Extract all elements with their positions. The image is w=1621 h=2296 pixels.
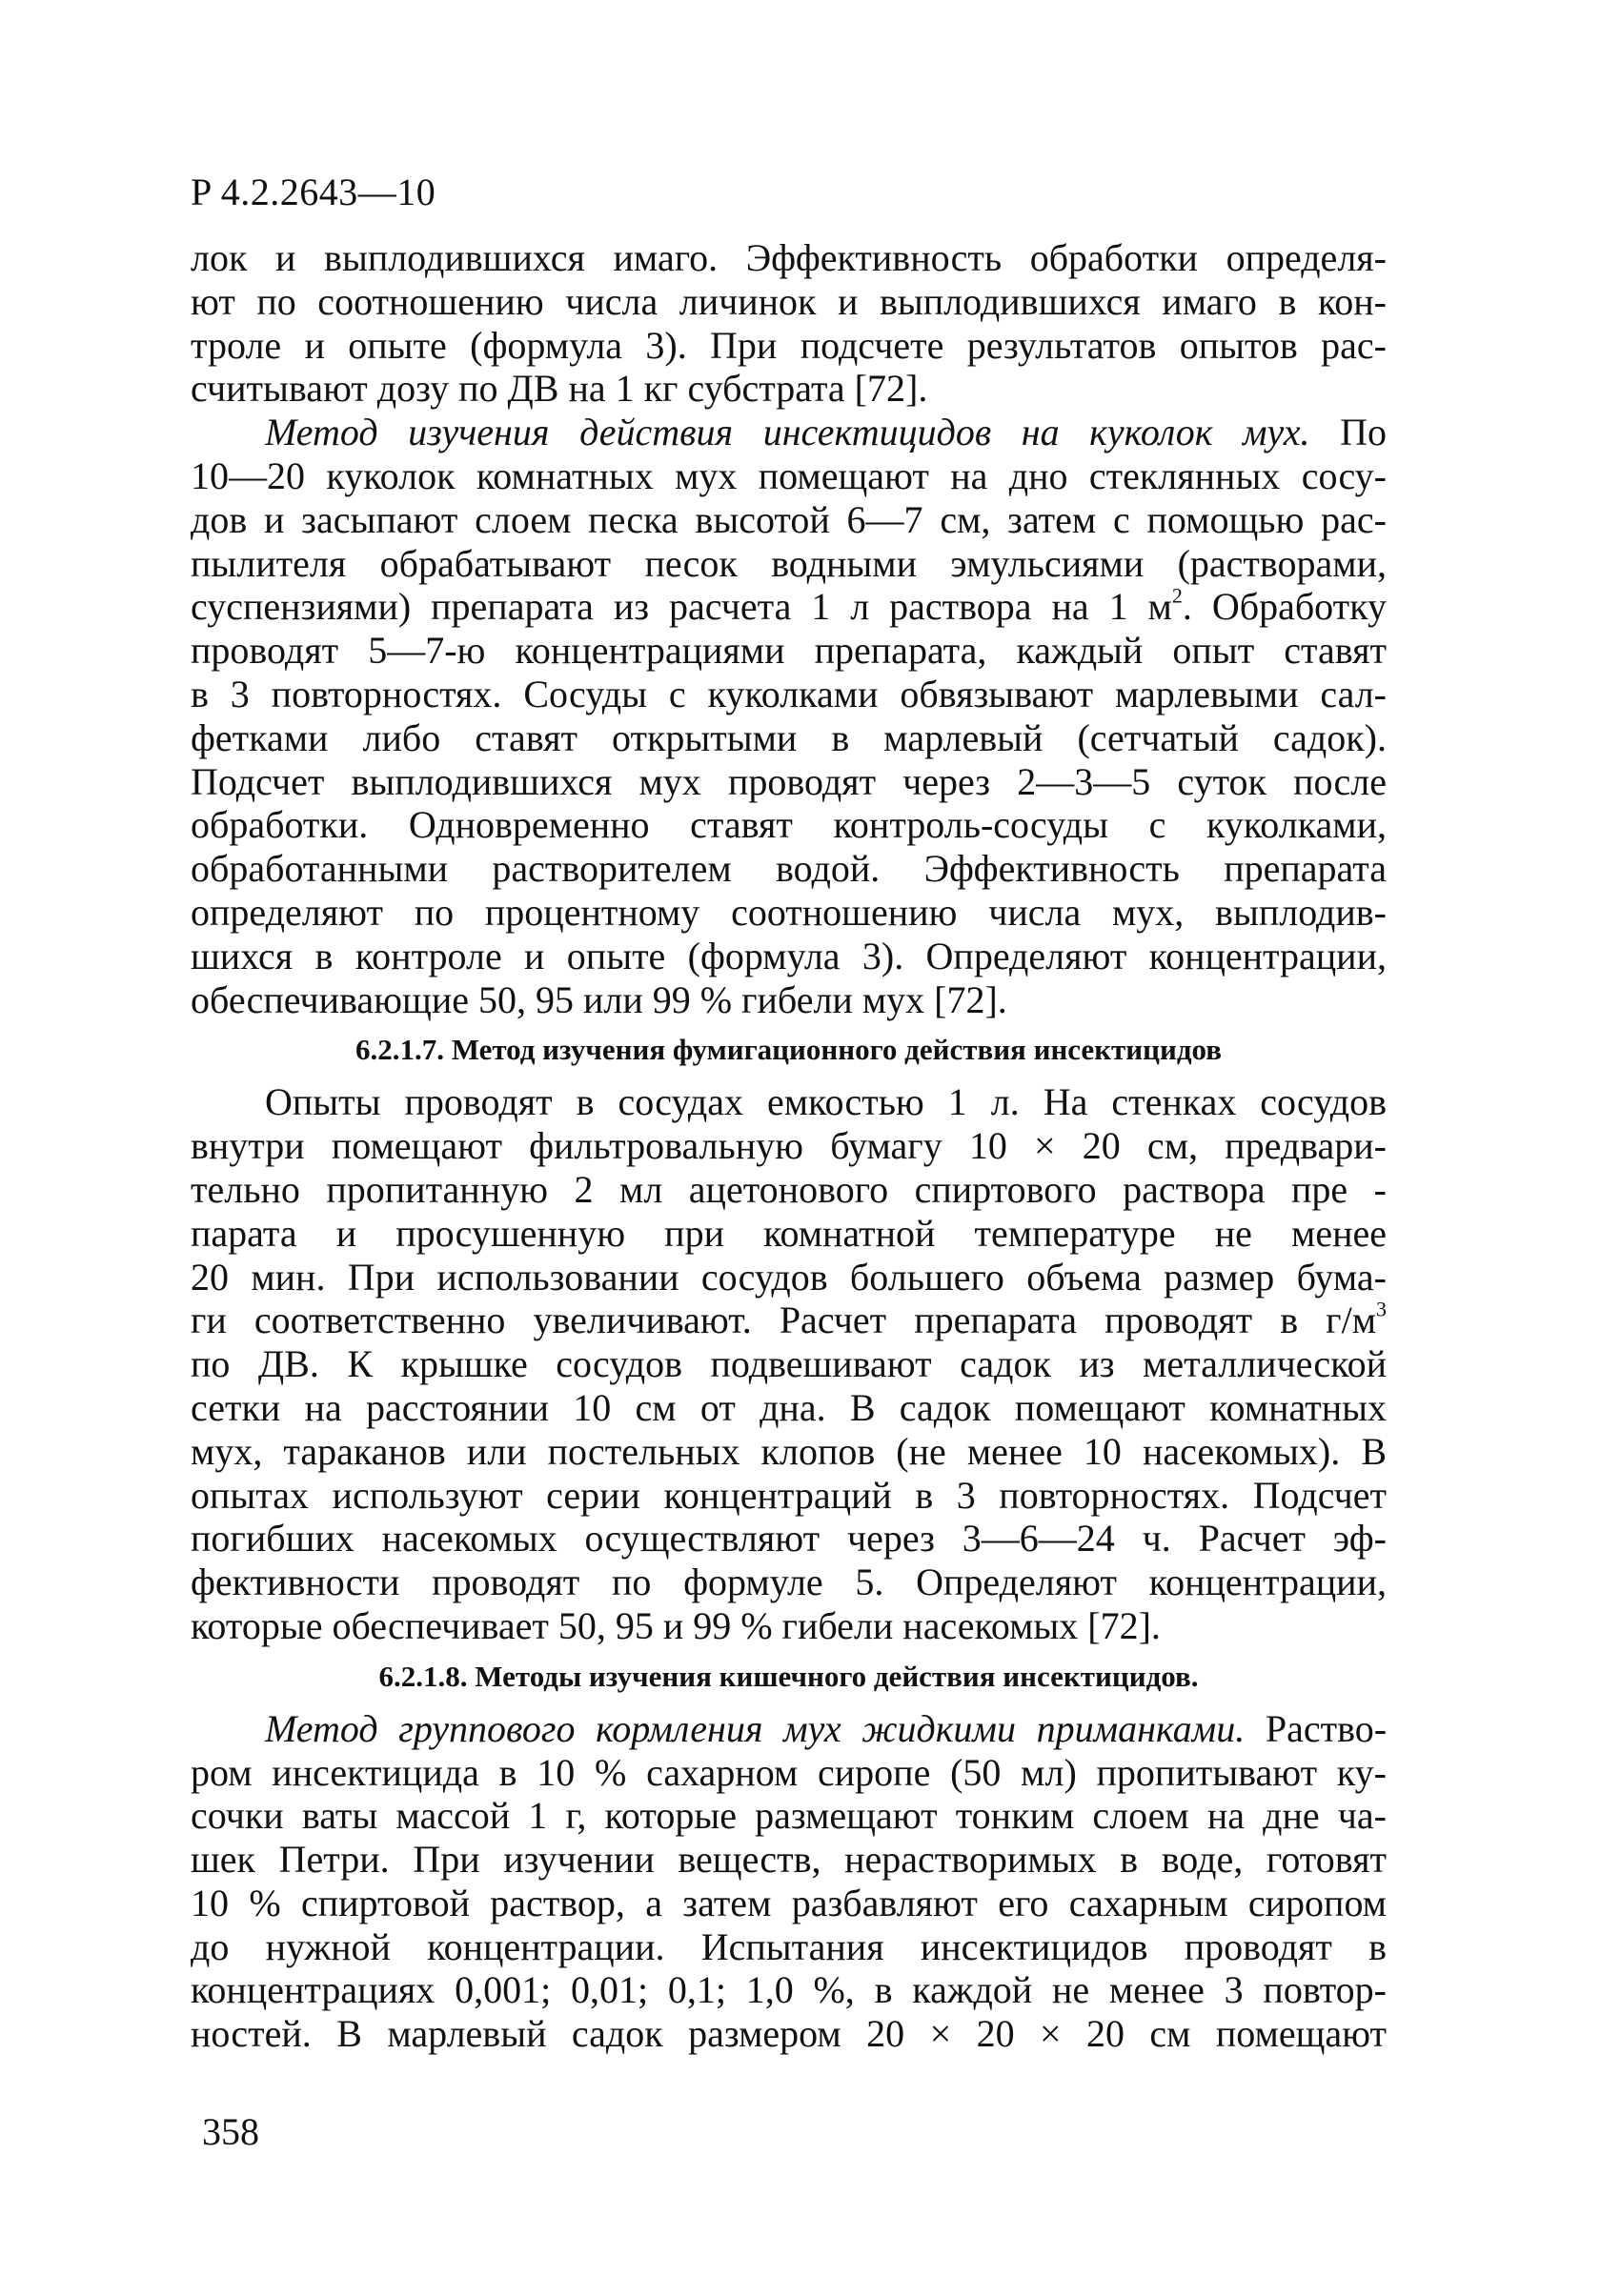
- page-body: [191, 236, 1387, 2056]
- text-line: ностей. В марлевый садок размером 20 × 20 × 20 см помещают: [191, 2012, 1387, 2056]
- text-fragment: . Обработку: [1182, 585, 1387, 629]
- text-line: мух, тараканов или постельных клопов (не менее 10 насекомых). В: [191, 1429, 1387, 1473]
- text-fragment: суспензиями) препарата из расчета 1 л раствора на 1 м: [191, 585, 1172, 629]
- text-line: парата и просушенную при комнатной температуре не менее: [191, 1211, 1387, 1255]
- method-title-italic: Метод изучения действия инсектицидов на куколок мух.: [265, 411, 1310, 454]
- paragraph-pupae-method: [191, 411, 1387, 1021]
- text-line: определяют по процентному соотношению числа мух, выплодив-: [191, 890, 1387, 934]
- superscript: 2: [1171, 583, 1183, 608]
- text-line: считывают дозу по ДВ на 1 кг субстрата [72].: [191, 367, 928, 411]
- text-fragment: Раство-: [1245, 1706, 1388, 1750]
- text-line: дов и засыпают слоем песка высотой 6—7 см, затем с помощью рас-: [191, 497, 1387, 541]
- superscript: 3: [1376, 1297, 1387, 1321]
- section-heading-6-2-1-7: [191, 1031, 1387, 1069]
- text-line: Подсчет выплодившихся мух проводят через 2—3—5 суток после: [191, 759, 1387, 803]
- text-line: опытах используют серии концентраций в 3 повторностях. Подсчет: [191, 1473, 1387, 1517]
- text-line: [191, 585, 1387, 629]
- text-line: погибших насекомых осуществляют через 3—6—24 ч. Расчет эф-: [191, 1517, 1387, 1561]
- text-line: обработки. Одновременно ставят контроль-сосуды с куколками,: [191, 803, 1387, 847]
- section-number: 6.2.1.8.: [378, 1659, 468, 1693]
- text-line: шек Петри. При изучении веществ, нерастворимых в воде, готовят: [191, 1838, 1387, 1882]
- section-number: 6.2.1.7.: [355, 1033, 444, 1067]
- section-title: Метод изучения фумигационного действия инсектицидов: [443, 1033, 1223, 1067]
- text-line: внутри помещают фильтровальную бумагу 10 × 20 см, предвари-: [191, 1124, 1387, 1168]
- text-line: Опыты проводят в сосудах емкостью 1 л. На стенках сосудов: [265, 1080, 1387, 1124]
- method-title-italic: Метод группового кормления мух жидкими приманками.: [265, 1706, 1246, 1750]
- document-code-header: P 4.2.2643—10: [191, 171, 436, 213]
- text-line: [191, 1299, 1387, 1342]
- text-line: троле и опыте (формула 3). При подсчете результатов опытов рас-: [191, 323, 1387, 367]
- text-line: пылителя обрабатывают песок водными эмульсиями (растворами,: [191, 541, 1387, 585]
- text-line: [191, 411, 1387, 454]
- text-line: концентрациях 0,001; 0,01; 0,1; 1,0 %, в каждой не менее 3 повтор-: [191, 1968, 1387, 2012]
- text-line: 10 % спиртовой раствор, а затем разбавляют его сахарным сиропом: [191, 1881, 1387, 1924]
- text-line: в 3 повторностях. Сосуды с куколками обвязывают марлевыми сал-: [191, 672, 1387, 715]
- text-line: фективности проводят по формуле 5. Определяют концентрации,: [191, 1561, 1387, 1604]
- text-line: фетками либо ставят открытыми в марлевый (сетчатый садок).: [191, 715, 1387, 759]
- text-line: которые обеспечивает 50, 95 и 99 % гибели насекомых [72].: [191, 1603, 1161, 1647]
- text-line: до нужной концентрации. Испытания инсектицидов проводят в: [191, 1924, 1387, 1968]
- text-line: по ДВ. К крышке сосудов подвешивают садок из металлической: [191, 1342, 1387, 1386]
- text-fragment: По: [1309, 411, 1387, 454]
- text-line: ром инсектицида в 10 % сахарном сиропе (50 мл) пропитывают ку-: [191, 1750, 1387, 1794]
- paragraph-feeding-method: [191, 1707, 1387, 2056]
- text-fragment: ги соответственно увеличивают. Расчет препарата проводят в г/м: [191, 1299, 1376, 1342]
- text-line: 10—20 куколок комнатных мух помещают на дно стеклянных сосу-: [191, 453, 1387, 497]
- text-line: сетки на расстоянии 10 см от дна. В садок помещают комнатных: [191, 1385, 1387, 1429]
- text-line: тельно пропитанную 2 мл ацетонового спиртового раствора пре -: [191, 1167, 1387, 1211]
- text-line: ют по соотношению числа личинок и выплодившихся имаго в кон-: [191, 279, 1387, 323]
- text-line: сочки ваты массой 1 г, которые размещают тонким слоем на дне ча-: [191, 1794, 1387, 1838]
- text-line: [191, 1707, 1387, 1751]
- text-line: шихся в контроле и опыте (формула 3). Определяют концентрации,: [191, 934, 1387, 977]
- text-line: проводят 5—7-ю концентрациями препарата, каждый опыт ставят: [191, 629, 1387, 673]
- text-line: лок и выплодившихся имаго. Эффективность обработки определя-: [191, 236, 1387, 279]
- section-heading-6-2-1-8: [191, 1658, 1387, 1696]
- text-line: обработанными растворителем водой. Эффективность препарата: [191, 847, 1387, 891]
- paragraph-continuation: [191, 236, 1387, 411]
- section-title: Методы изучения кишечного действия инсектицидов.: [467, 1659, 1199, 1693]
- page-number: 358: [202, 2110, 259, 2153]
- paragraph-fumigation-method: [191, 1080, 1387, 1647]
- text-line: 20 мин. При использовании сосудов большего объема размер бума-: [191, 1255, 1387, 1299]
- text-line: обеспечивающие 50, 95 или 99 % гибели мух [72].: [191, 977, 1007, 1021]
